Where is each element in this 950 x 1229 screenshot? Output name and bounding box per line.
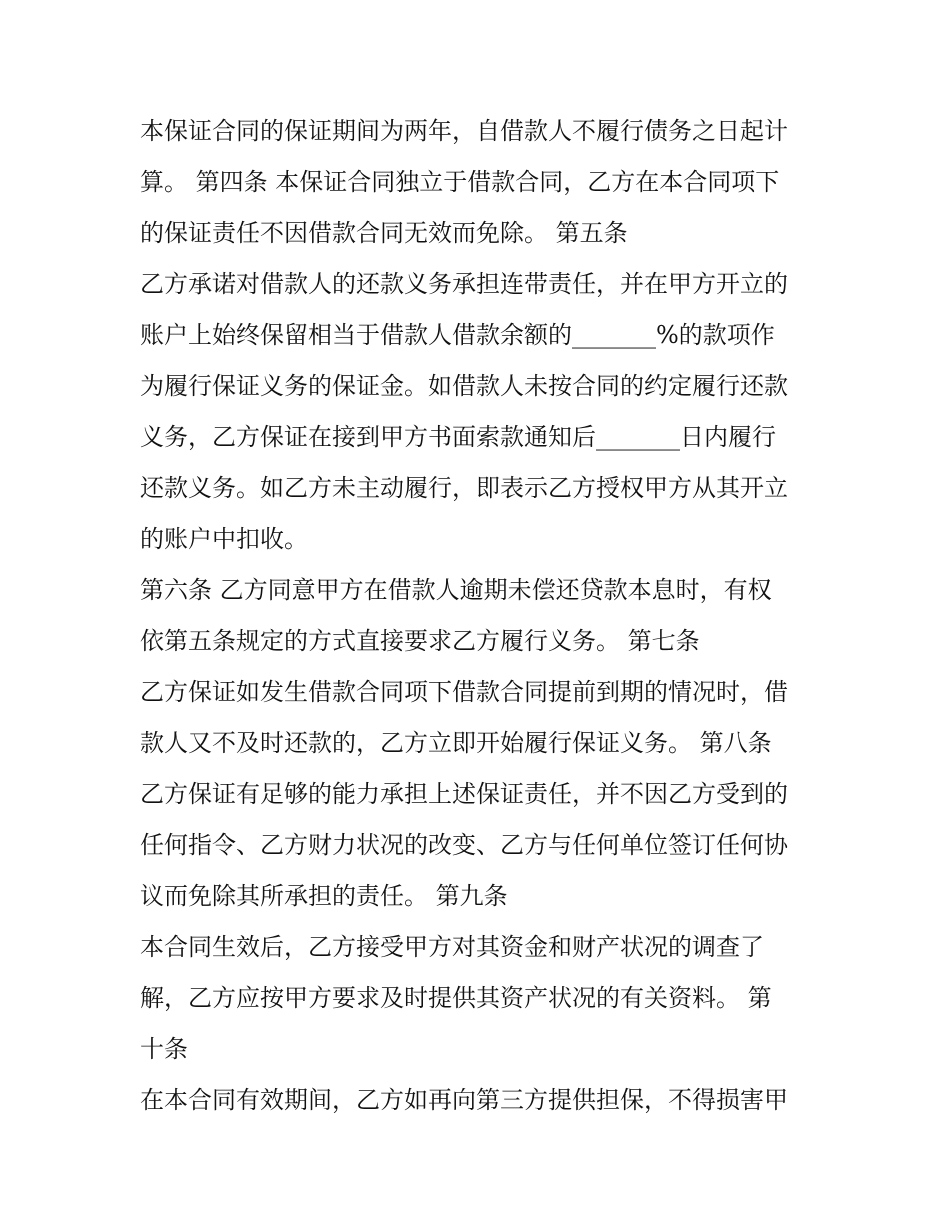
text-line: 第六条 乙方同意甲方在借款人逾期未偿还贷款本息时，有权 — [140, 576, 772, 604]
text-line: 乙方保证如发生借款合同项下借款合同提前到期的情况时，借 — [140, 678, 788, 706]
text-line: 为履行保证义务的保证金。如借款人未按合同的约定履行还款 — [140, 372, 788, 400]
text-line: 本合同生效后，乙方接受甲方对其资金和财产状况的调查了 — [140, 933, 764, 961]
text-line: 乙方承诺对借款人的还款义务承担连带责任，并在甲方开立的 — [140, 270, 788, 298]
text-line: 依第五条规定的方式直接要求乙方履行义务。 第七条 — [140, 627, 700, 655]
text-line: 义务，乙方保证在接到甲方书面索款通知后_______日内履行 — [140, 423, 776, 451]
text-line: 十条 — [140, 1035, 188, 1063]
text-line: 还款义务。如乙方未主动履行，即表示乙方授权甲方从其开立 — [140, 474, 788, 502]
text-line: 在本合同有效期间，乙方如再向第三方提供担保，不得损害甲 — [140, 1086, 788, 1114]
text-line: 解，乙方应按甲方要求及时提供其资产状况的有关资料。 第 — [140, 984, 772, 1012]
text-line: 账户上始终保留相当于借款人借款余额的_______%的款项作 — [140, 321, 775, 349]
text-line: 乙方保证有足够的能力承担上述保证责任，并不因乙方受到的 — [140, 780, 788, 808]
text-line: 算。 第四条 本保证合同独立于借款合同，乙方在本合同项下 — [140, 168, 780, 196]
text-line: 议而免除其所承担的责任。 第九条 — [140, 882, 508, 910]
text-line: 本保证合同的保证期间为两年，自借款人不履行债务之日起计 — [140, 117, 788, 145]
text-line: 任何指令、乙方财力状况的改变、乙方与任何单位签订任何协 — [140, 831, 788, 859]
text-line: 的保证责任不因借款合同无效而免除。 第五条 — [140, 219, 628, 247]
text-line: 款人又不及时还款的，乙方立即开始履行保证义务。 第八条 — [140, 729, 772, 757]
document-body — [140, 106, 820, 1126]
text-line: 的账户中扣收。 — [140, 525, 308, 553]
